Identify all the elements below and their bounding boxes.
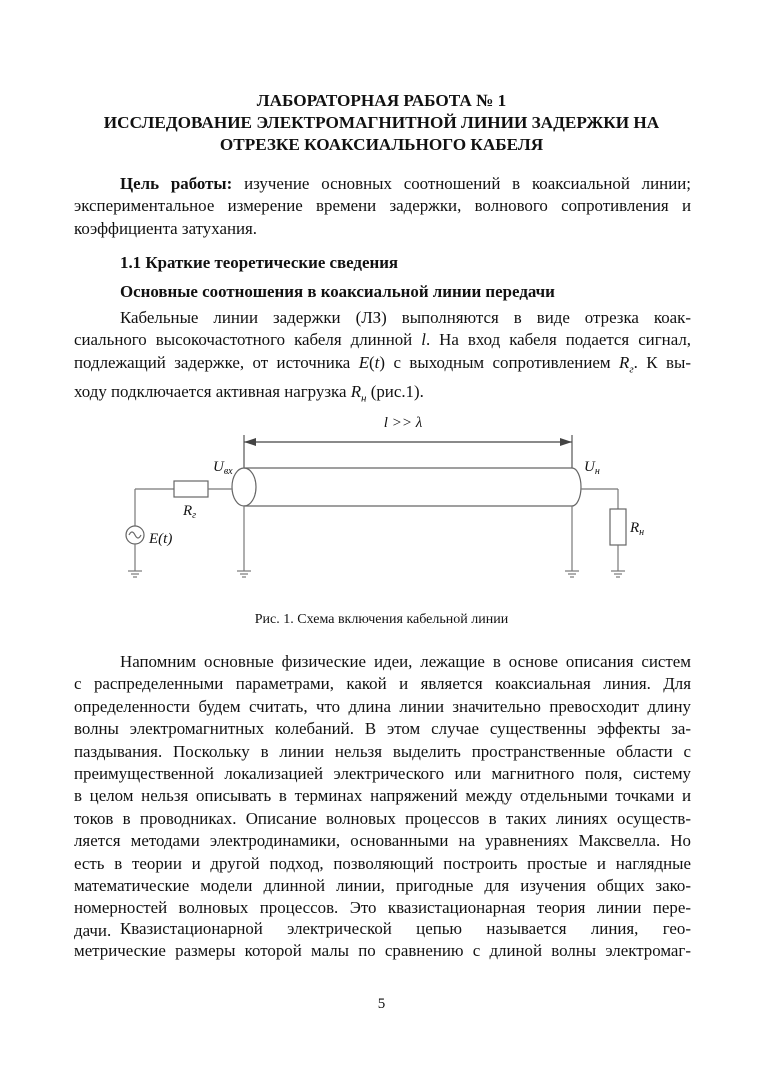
body1-line: с распределенными параметрами, какой и является коаксиальная линия. Для bbox=[74, 674, 691, 694]
length-arrow-head-right bbox=[560, 438, 572, 446]
lab-title-line3: ОТРЕЗКЕ КОАКСИАЛЬНОГО КАБЕЛЯ bbox=[219, 135, 544, 154]
lab-title-line1: ЛАБОРАТОРНАЯ РАБОТА № 1 bbox=[256, 91, 507, 110]
body1-line: Напомним основные физические идеи, лежащие в основе описания систем bbox=[120, 652, 691, 671]
page-number: 5 bbox=[377, 996, 386, 1012]
coax-input-end bbox=[232, 468, 256, 506]
length-label: l >> λ bbox=[383, 415, 423, 431]
body1-line: дачи. bbox=[74, 920, 112, 940]
body1-line: в целом нельзя описывать в терминах напряжений между отдельными точками и bbox=[74, 786, 691, 806]
resistor-rn bbox=[610, 509, 626, 545]
body1-line: преимущественной локализацией электрического или магнитного поля, систему bbox=[74, 764, 691, 784]
goal-label: Цель работы: bbox=[120, 174, 233, 193]
body1-line: волны электромагнитных колебаний. В этом случае существенны эффекты за- bbox=[74, 719, 691, 739]
lab-title-line2: ИССЛЕДОВАНИЕ ЭЛЕКТРОМАГНИТНОЙ ЛИНИИ ЗАДЕРЖКИ НА bbox=[103, 113, 660, 132]
intro-line2: сиального высокочастотного кабеля длинной l. На вход кабеля подается сигнал, bbox=[74, 330, 691, 350]
intro-line4: ходу подключается активная нагрузка $R_н$ (рис.1). bbox=[74, 381, 424, 404]
intro-line1: Кабельные линии задержки (ЛЗ) выполняются в виде отрезка коак- bbox=[120, 308, 691, 327]
body1-line: паздывания. Поскольку в линии нельзя выделить пространственные области с bbox=[74, 741, 691, 761]
circuit-diagram bbox=[0, 405, 763, 605]
intro-paragraph bbox=[74, 307, 691, 409]
body1-line: ляется методами электродинамики, основанными на уравнениях Максвелла. Но bbox=[74, 831, 691, 851]
section-heading: 1.1 Краткие теоретические сведения bbox=[120, 253, 399, 272]
body1-line: математические модели длинной линии, пригодные для изучения общих зако- bbox=[74, 876, 691, 896]
body2-line: Квазистационарной электрической цепью называется линия, гео- bbox=[120, 919, 691, 938]
body1-line: есть в теории и другой подход, позволяющий построить простые и наглядные bbox=[74, 853, 691, 873]
body-paragraph-1 bbox=[74, 651, 691, 942]
intro-line3: подлежащий задержке, от источника E(t) с выходным сопротивлением $R_г$. К вы- bbox=[74, 352, 691, 376]
body1-line: номерностей волновых процессов. Это квазистационарная теория линии пере- bbox=[74, 898, 691, 918]
body1-line: определенности будем считать, что длина линии значительно превосходит длину bbox=[74, 696, 691, 716]
label-rn: $R_н$ bbox=[630, 520, 645, 538]
label-u-out: $U_н$ bbox=[584, 459, 600, 477]
body2-line: метрические размеры которой малы по сравнению с длиной волны электромаг- bbox=[74, 941, 691, 961]
label-rg: $R_г$ bbox=[183, 503, 197, 521]
goal-line2: экспериментальное измерение времени задержки, волнового сопротивления и bbox=[74, 196, 691, 216]
subsection-heading: Основные соотношения в коаксиальной линии передачи bbox=[120, 282, 555, 301]
goal-paragraph bbox=[74, 173, 691, 240]
label-u-in: $U_{вх}$ bbox=[213, 459, 233, 477]
sine-icon bbox=[129, 532, 141, 538]
resistor-rg bbox=[174, 481, 208, 497]
coax-cable bbox=[244, 468, 581, 506]
body-paragraph-2 bbox=[74, 918, 691, 963]
body1-line: токов в проводниках. Описание волновых процессов в таких линиях осуществ- bbox=[74, 808, 691, 828]
length-arrow-head-left bbox=[244, 438, 256, 446]
goal-line1: Цель работы: изучение основных соотношений в коаксиальной линии; bbox=[120, 174, 691, 193]
goal-line3: коэффициента затухания. bbox=[74, 218, 258, 238]
label-source: E(t) bbox=[149, 531, 173, 547]
figure-caption: Рис. 1. Схема включения кабельной линии bbox=[254, 612, 509, 627]
